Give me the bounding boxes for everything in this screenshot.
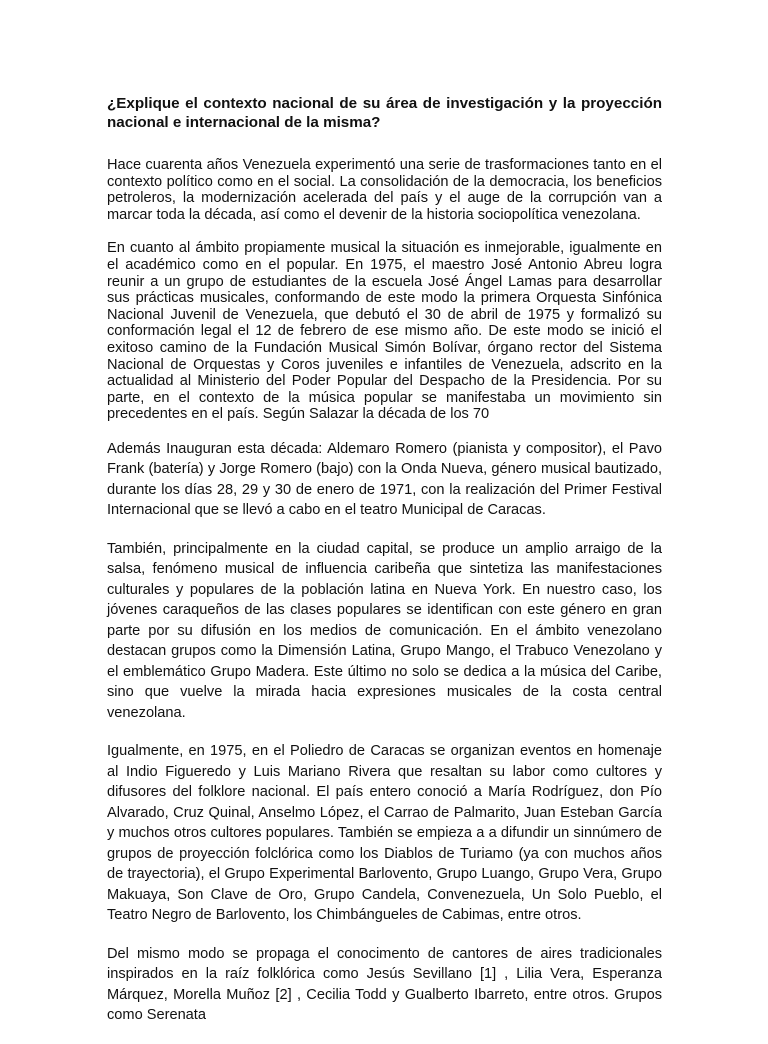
- paragraph-1: Hace cuarenta años Venezuela experimentó una serie de trasformaciones tanto en el contexto político como en el social. La consolidación de la democracia, los beneficios petroleros, la modernización acelerada del país y el auge de la corrupción van a marcar toda la década, así como el devenir de la historia sociopolítica venezolana.: [107, 157, 662, 223]
- paragraph-4: También, principalmente en la ciudad capital, se produce un amplio arraigo de la salsa, fenómeno musical de influencia caribeña que sintetiza las manifestaciones culturales y populares de la población latina en Nueva York. En nuestro caso, los jóvenes caraqueños de las clases populares se identifican con este género en gran parte por su difusión en los medios de comunicación. En el ámbito venezolano destacan grupos como la Dimensión Latina, Grupo Mango, el Trabuco Venezolano y el emblemático Grupo Madera. Este último no solo se dedica a la música del Caribe, sino que vuelve la mirada hacia expresiones musicales de la costa central venezolana.: [107, 540, 662, 721]
- paragraph-6: Del mismo modo se propaga el conocimento de cantores de aires tradicionales inspirados en la raíz folklórica como Jesús Sevillano [1] , Lilia Vera, Esperanza Márquez, Morella Muñoz [2] , Cecilia Todd y Gualberto Ibarreto, entre otros. Grupos como Serenata: [107, 945, 662, 1024]
- document-page: [107, 94, 662, 1044]
- document-title: ¿Explique el contexto nacional de su área de investigación y la proyección nacional e internacional de la misma?: [107, 95, 662, 131]
- paragraph-3: Además Inauguran esta década: Aldemaro Romero (pianista y compositor), el Pavo Frank (batería) y Jorge Romero (bajo) con la Onda Nueva, género musical bautizado, durante los días 28, 29 y 30 de enero de 1971, con la realización del Primer Festival Internacional que se llevó a cabo en el teatro Municipal de Caracas.: [107, 440, 662, 519]
- paragraph-5: Igualmente, en 1975, en el Poliedro de Caracas se organizan eventos en homenaje al Indio Figueredo y Luis Mariano Rivera que resaltan su labor como cultores y difusores del folklore nacional. El país entero conoció a María Rodríguez, don Pío Alvarado, Cruz Quinal, Anselmo López, el Carrao de Palmarito, Juan Esteban García y muchos otros cultores populares. También se empieza a a difundir un sinnúmero de grupos de proyección folclórica como los Diablos de Turiamo (ya con muchos años de trayectoria), el Grupo Experimental Barlovento, Grupo Luango, Grupo Vera, Grupo Makuaya, Son Clave de Oro, Grupo Candela, Convenezuela, Un Solo Pueblo, el Teatro Negro de Barlovento, los Chimbángueles de Cabimas, entre otros.: [107, 743, 662, 924]
- paragraph-2: En cuanto al ámbito propiamente musical la situación es inmejorable, igualmente en el académico como en el popular. En 1975, el maestro José Antonio Abreu logra reunir a un grupo de estudiantes de la escuela José Ángel Lamas para desarrollar sus prácticas musicales, conformando de este modo la primera Orquesta Sinfónica Nacional Juvenil de Venezuela, que debutó el 30 de abril de 1975 y formalizó su conformación legal el 12 de febrero de ese mismo año. De este modo se inició el exitoso camino de la Fundación Musical Simón Bolívar, órgano rector del Sistema Nacional de Orquestas y Coros juveniles e infantiles de Venezuela, adscrito en la actualidad al Ministerio del Poder Popular del Despacho de la Presidencia. Por su parte, en el contexto de la música popular se manifestaba un movimiento sin precedentes en el país. Según Salazar la década de los 70: [107, 240, 662, 423]
